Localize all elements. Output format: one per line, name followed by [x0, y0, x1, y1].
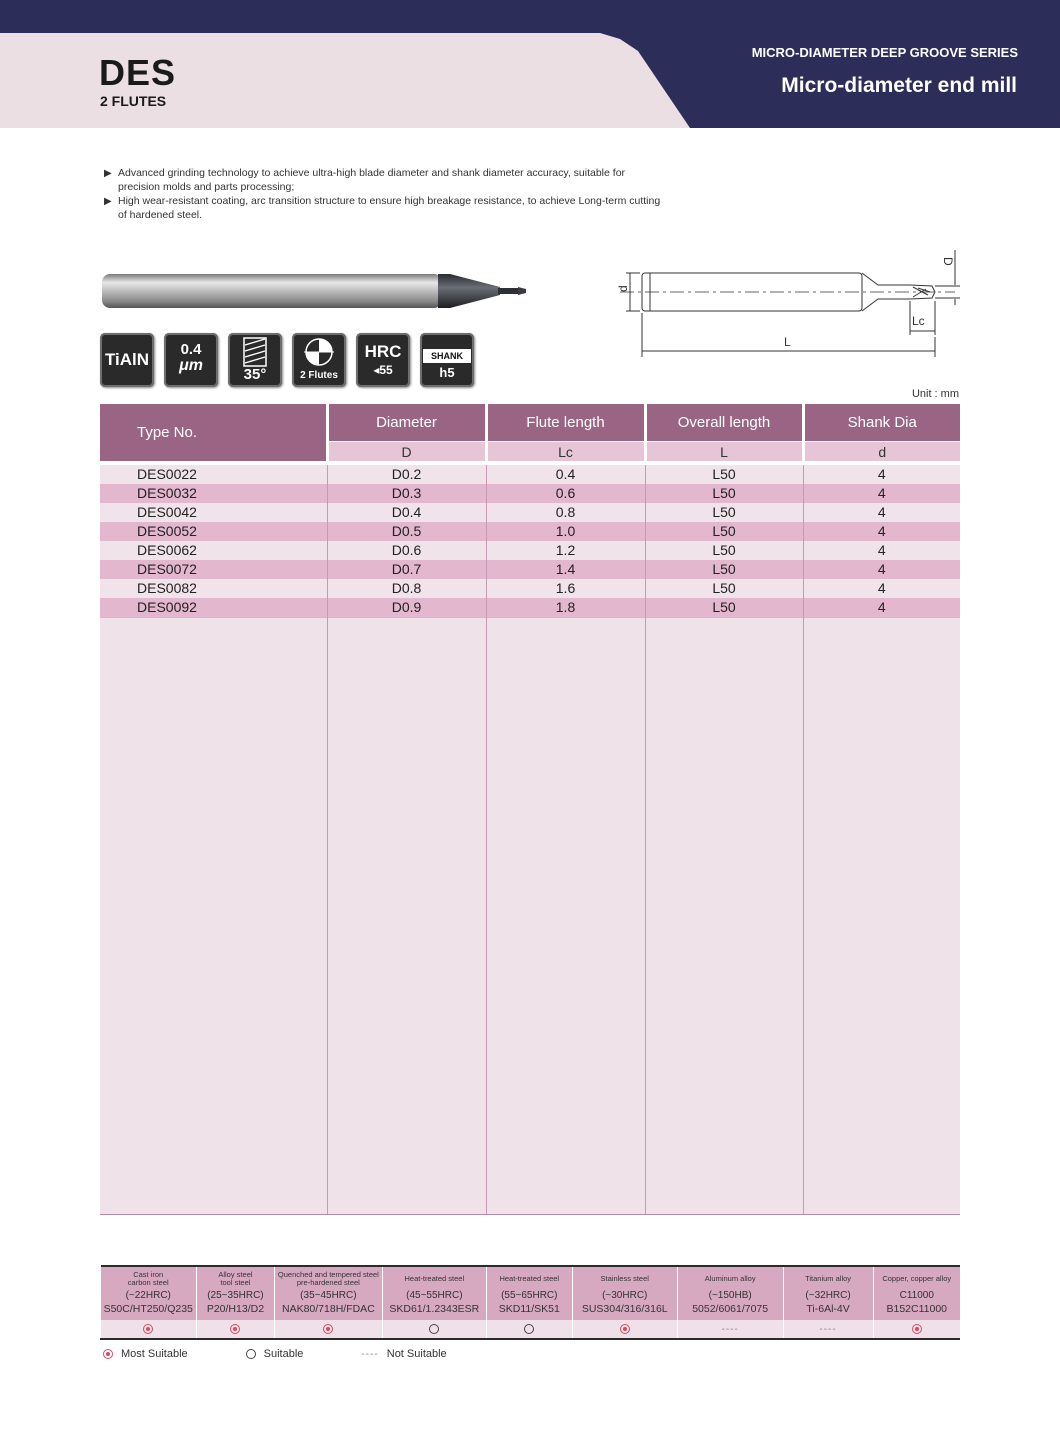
symbol-d: d — [803, 442, 960, 462]
legend-not-suitable — [361, 1348, 446, 1360]
cell-shank-dia: 4 — [803, 465, 960, 484]
cell-diameter: D0.7 — [327, 560, 486, 579]
table-row — [100, 541, 960, 560]
product-title: Micro-diameter end mill — [781, 74, 1017, 97]
cell-flute-length: 1.2 — [486, 541, 645, 560]
roughness-unit: μm — [179, 357, 203, 374]
cell-flute-length: 0.8 — [486, 503, 645, 522]
cell-shank-dia: 4 — [803, 503, 960, 522]
material-column — [783, 1266, 873, 1320]
material-rating — [677, 1320, 783, 1339]
roughness-icon — [164, 333, 218, 387]
cell-overall-length: L50 — [645, 560, 803, 579]
most-suitable-icon — [143, 1324, 153, 1334]
table-body — [100, 465, 960, 618]
legend-suitable — [246, 1348, 304, 1360]
material-hardness: (~150HB) — [708, 1290, 752, 1301]
cell-type-no: DES0092 — [100, 598, 327, 618]
hrc-icon — [356, 333, 410, 387]
cell-flute-length: 0.4 — [486, 465, 645, 484]
cell-overall-length: L50 — [645, 598, 803, 618]
material-grade: SKD11/SK51 — [498, 1303, 560, 1315]
table-header-row — [100, 404, 960, 442]
cell-diameter: D0.4 — [327, 503, 486, 522]
header-diameter: Diameter — [327, 404, 486, 442]
material-column — [486, 1266, 572, 1320]
cell-diameter: D0.6 — [327, 541, 486, 560]
flute-count-icon-label: 2 Flutes — [300, 370, 338, 381]
symbol-D: D — [327, 442, 486, 462]
legend-most-label: Most Suitable — [121, 1348, 188, 1360]
material-column — [274, 1266, 382, 1320]
specification-table — [100, 404, 960, 1215]
table-row — [100, 484, 960, 503]
flute-count-label: 2 FLUTES — [100, 93, 167, 109]
roughness-value: 0.4 — [180, 341, 202, 358]
material-rating — [274, 1320, 382, 1339]
cell-diameter: D0.5 — [327, 522, 486, 541]
table-row — [100, 503, 960, 522]
table-empty-area — [100, 618, 960, 1215]
feature-text: Advanced grinding technology to achieve ultra-high blade diameter and shank diameter accuracy, suitable for precision molds and parts processing; — [118, 167, 626, 193]
legend-suitable-label: Suitable — [263, 1348, 304, 1360]
cell-flute-length: 1.8 — [486, 598, 645, 618]
shank-tolerance-value: h5 — [439, 365, 455, 380]
bullet-triangle-icon: ▶ — [104, 168, 112, 179]
material-column — [572, 1266, 677, 1320]
most-suitable-icon — [103, 1349, 113, 1359]
table-row — [100, 465, 960, 484]
material-hardness: (~32HRC) — [805, 1290, 851, 1301]
material-rating — [486, 1320, 572, 1339]
material-rating — [783, 1320, 873, 1339]
material-name: Titanium alloy — [805, 1274, 852, 1283]
shank-tolerance-icon — [420, 333, 474, 387]
material-column — [382, 1266, 486, 1320]
cell-type-no: DES0052 — [100, 522, 327, 541]
most-suitable-icon — [230, 1324, 240, 1334]
material-name: Heat-treated steel — [499, 1274, 560, 1283]
material-grade: B152C11000 — [886, 1303, 948, 1315]
material-column — [873, 1266, 960, 1320]
dim-D-label: D — [941, 257, 955, 266]
material-hardness: (~22HRC) — [125, 1290, 171, 1301]
material-rating — [572, 1320, 677, 1339]
cell-shank-dia: 4 — [803, 541, 960, 560]
helix-angle-icon — [228, 333, 282, 387]
cell-overall-length: L50 — [645, 541, 803, 560]
bullet-triangle-icon: ▶ — [104, 196, 112, 207]
coating-label: TiAlN — [104, 350, 150, 369]
material-name: Cast iron carbon steel — [127, 1270, 169, 1287]
table-row — [100, 579, 960, 598]
feature-text: High wear-resistant coating, arc transition structure to ensure high breakage resistance, to achieve Long-term cutting of hardened steel. — [118, 195, 661, 221]
hrc-label: HRC — [364, 342, 402, 361]
cell-shank-dia: 4 — [803, 598, 960, 618]
material-rating — [196, 1320, 274, 1339]
material-hardness: (35~45HRC) — [300, 1290, 357, 1301]
cell-overall-length: L50 — [645, 522, 803, 541]
feature-icons — [100, 333, 474, 387]
most-suitable-icon — [912, 1324, 922, 1334]
cell-flute-length: 1.4 — [486, 560, 645, 579]
header-type-no: Type No. — [100, 404, 327, 461]
cell-type-no: DES0082 — [100, 579, 327, 598]
cell-type-no: DES0062 — [100, 541, 327, 560]
suitable-icon — [246, 1349, 256, 1359]
material-grade: 5052/6061/7075 — [692, 1303, 769, 1315]
not-suitable-icon: ---- — [361, 1348, 379, 1360]
header-overall-length: Overall length — [645, 404, 803, 442]
flute-count-icon — [292, 333, 346, 387]
material-rating — [382, 1320, 486, 1339]
helix-angle-label: 35° — [243, 366, 267, 383]
cell-diameter: D0.3 — [327, 484, 486, 503]
material-grade: SUS304/316/316L — [581, 1303, 668, 1315]
material-column — [101, 1266, 197, 1320]
feature-item — [104, 166, 664, 194]
shank-label: SHANK — [423, 349, 471, 363]
cell-diameter: D0.2 — [327, 465, 486, 484]
symbol-Lc: Lc — [486, 442, 645, 462]
material-column — [196, 1266, 274, 1320]
cell-type-no: DES0022 — [100, 465, 327, 484]
cell-diameter: D0.9 — [327, 598, 486, 618]
material-hardness: (55~65HRC) — [501, 1290, 558, 1301]
material-hardness: (~30HRC) — [602, 1290, 648, 1301]
cell-flute-length: 0.6 — [486, 484, 645, 503]
material-name: Alloy steel tool steel — [218, 1270, 253, 1287]
cell-overall-length: L50 — [645, 503, 803, 522]
material-grade: P20/H13/D2 — [206, 1303, 265, 1315]
material-name: Aluminum alloy — [704, 1274, 756, 1283]
suitable-icon — [429, 1324, 439, 1334]
hrc-value: ◂55 — [373, 363, 393, 377]
table-row — [100, 522, 960, 541]
table-row — [100, 560, 960, 579]
cell-shank-dia: 4 — [803, 484, 960, 503]
cell-type-no: DES0072 — [100, 560, 327, 579]
material-hardness: (45~55HRC) — [406, 1290, 463, 1301]
header-shank-dia: Shank Dia — [803, 404, 960, 442]
dim-L-label: L — [784, 335, 791, 349]
suitable-icon — [524, 1324, 534, 1334]
table-row — [100, 598, 960, 618]
feature-item — [104, 194, 664, 222]
suitability-legend — [103, 1348, 505, 1360]
product-code: DES — [99, 52, 177, 93]
unit-note: Unit : mm — [911, 388, 959, 400]
coating-icon — [100, 333, 154, 387]
legend-most-suitable — [103, 1348, 188, 1360]
material-rating — [101, 1320, 197, 1339]
series-title: MICRO-DIAMETER DEEP GROOVE SERIES — [751, 45, 1018, 60]
material-name: Stainless steel — [600, 1274, 649, 1283]
material-grade: SKD61/1.2343ESR — [389, 1303, 480, 1315]
material-grade: S50C/HT250/Q235 — [103, 1303, 193, 1315]
cell-overall-length: L50 — [645, 465, 803, 484]
legend-not-suitable-label: Not Suitable — [386, 1348, 447, 1360]
materials-rating-row — [101, 1320, 961, 1339]
cell-flute-length: 1.0 — [486, 522, 645, 541]
materials-table — [100, 1265, 960, 1340]
material-column — [677, 1266, 783, 1320]
most-suitable-icon — [620, 1324, 630, 1334]
material-grade: Ti-6Al-4V — [806, 1303, 850, 1315]
symbol-L: L — [645, 442, 803, 462]
cell-shank-dia: 4 — [803, 579, 960, 598]
dimension-drawing — [610, 245, 970, 365]
cell-shank-dia: 4 — [803, 560, 960, 579]
material-hardness: C11000 — [899, 1290, 934, 1301]
most-suitable-icon — [323, 1324, 333, 1334]
end-mill-photo — [100, 268, 530, 316]
cell-diameter: D0.8 — [327, 579, 486, 598]
materials-header-row — [101, 1266, 961, 1320]
header-flute-length: Flute length — [486, 404, 645, 442]
not-suitable-icon: ---- — [721, 1324, 739, 1335]
dim-Lc-label: Lc — [912, 314, 925, 328]
material-name: Heat-treated steel — [404, 1274, 465, 1283]
cell-type-no: DES0042 — [100, 503, 327, 522]
cell-shank-dia: 4 — [803, 522, 960, 541]
feature-list — [104, 166, 664, 222]
cell-overall-length: L50 — [645, 484, 803, 503]
material-name: Copper, copper alloy — [882, 1274, 952, 1283]
material-grade: NAK80/718H/FDAC — [281, 1303, 375, 1315]
dim-d-label: d — [616, 285, 630, 292]
material-name: Quenched and tempered steel pre-hardened steel — [277, 1270, 379, 1287]
cell-flute-length: 1.6 — [486, 579, 645, 598]
material-hardness: (25~35HRC) — [207, 1290, 264, 1301]
cell-overall-length: L50 — [645, 579, 803, 598]
not-suitable-icon: ---- — [819, 1324, 837, 1335]
material-rating — [873, 1320, 960, 1339]
cell-type-no: DES0032 — [100, 484, 327, 503]
